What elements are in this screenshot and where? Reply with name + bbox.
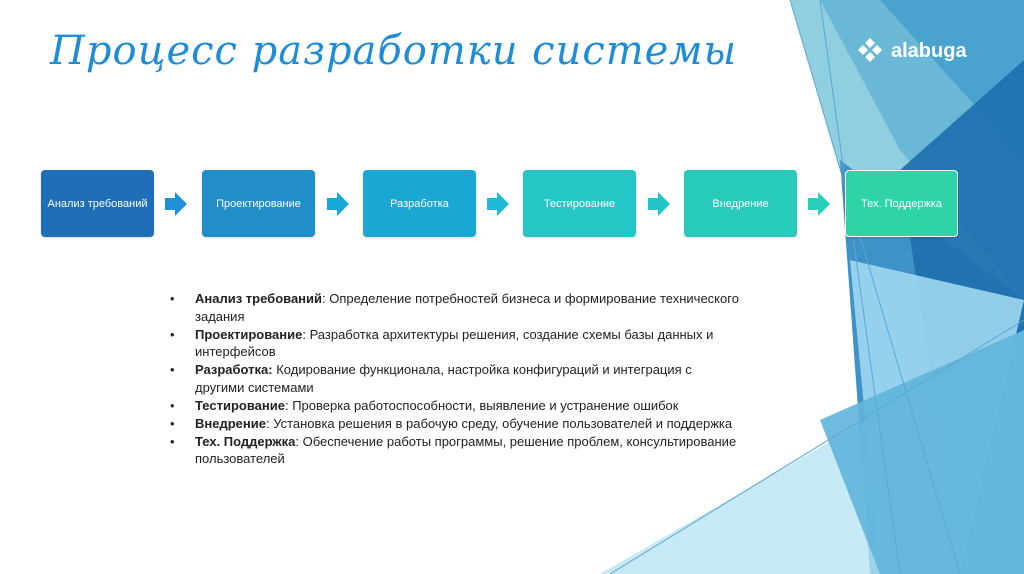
alabuga-logo xyxy=(855,36,967,66)
step-design xyxy=(202,170,315,237)
step-tech-support xyxy=(845,170,958,237)
step-label: Анализ требований xyxy=(47,197,148,210)
step-development xyxy=(363,170,476,237)
list-item: • Тестирование: Проверка работоспособности, выявление и устранение ошибок xyxy=(170,397,679,413)
item-term: Тестирование xyxy=(195,397,285,413)
page-title: Процесс разработки системы xyxy=(50,28,738,74)
arrow-right-icon xyxy=(327,192,349,216)
description-list xyxy=(170,290,740,468)
item-description: Проверка работоспособности, выявление и устранение ошибок xyxy=(292,397,679,413)
step-label: Внедрение xyxy=(712,197,769,210)
step-label: Разработка xyxy=(390,197,449,210)
item-term: Внедрение xyxy=(195,415,266,431)
item-term: Проектирование xyxy=(195,326,303,342)
item-description: Установка решения в рабочую среду, обучение пользователей и поддержка xyxy=(273,415,733,431)
arrow-right-icon xyxy=(487,192,509,216)
step-label: Тех. Поддержка xyxy=(861,197,942,210)
item-term: Анализ требований xyxy=(195,291,323,306)
process-flow xyxy=(0,170,1024,237)
arrow-right-icon xyxy=(808,192,830,216)
arrow-right-icon xyxy=(648,192,670,216)
item-description: Кодирование функционала, настройка конфигураций и интеграция с другими системами xyxy=(195,362,692,395)
step-label: Тестирование xyxy=(543,197,616,210)
list-item: • Разработка: Кодирование функционала, настройка конфигураций и интеграция с другими системами xyxy=(170,362,692,395)
item-term: Разработка: xyxy=(195,362,273,377)
step-testing xyxy=(523,170,636,237)
item-description: Определение потребностей бизнеса и формирование технического задания xyxy=(195,291,739,324)
arrow-right-icon xyxy=(165,192,187,216)
list-item: • Проектирование: Разработка архитектуры решения, создание схемы базы данных и интерфейсов xyxy=(170,326,714,359)
item-description: Разработка архитектуры решения, создание схемы базы данных и интерфейсов xyxy=(195,326,714,359)
list-item: • Тех. Поддержка: Обеспечение работы программы, решение проблем, консультирование пользователей xyxy=(170,433,737,466)
step-requirements-analysis xyxy=(41,170,154,237)
item-description: Обеспечение работы программы, решение проблем, консультирование пользователей xyxy=(195,433,737,466)
step-deployment xyxy=(684,170,797,237)
list-item: • Внедрение: Установка решения в рабочую среду, обучение пользователей и поддержка xyxy=(170,415,733,431)
item-term: Тех. Поддержка xyxy=(195,433,296,449)
step-label: Проектирование xyxy=(216,197,301,210)
alabuga-logo-icon xyxy=(855,36,885,66)
list-item: • Анализ требований: Определение потребностей бизнеса и формирование технического задания xyxy=(170,291,739,324)
logo-text: alabuga xyxy=(891,39,967,62)
